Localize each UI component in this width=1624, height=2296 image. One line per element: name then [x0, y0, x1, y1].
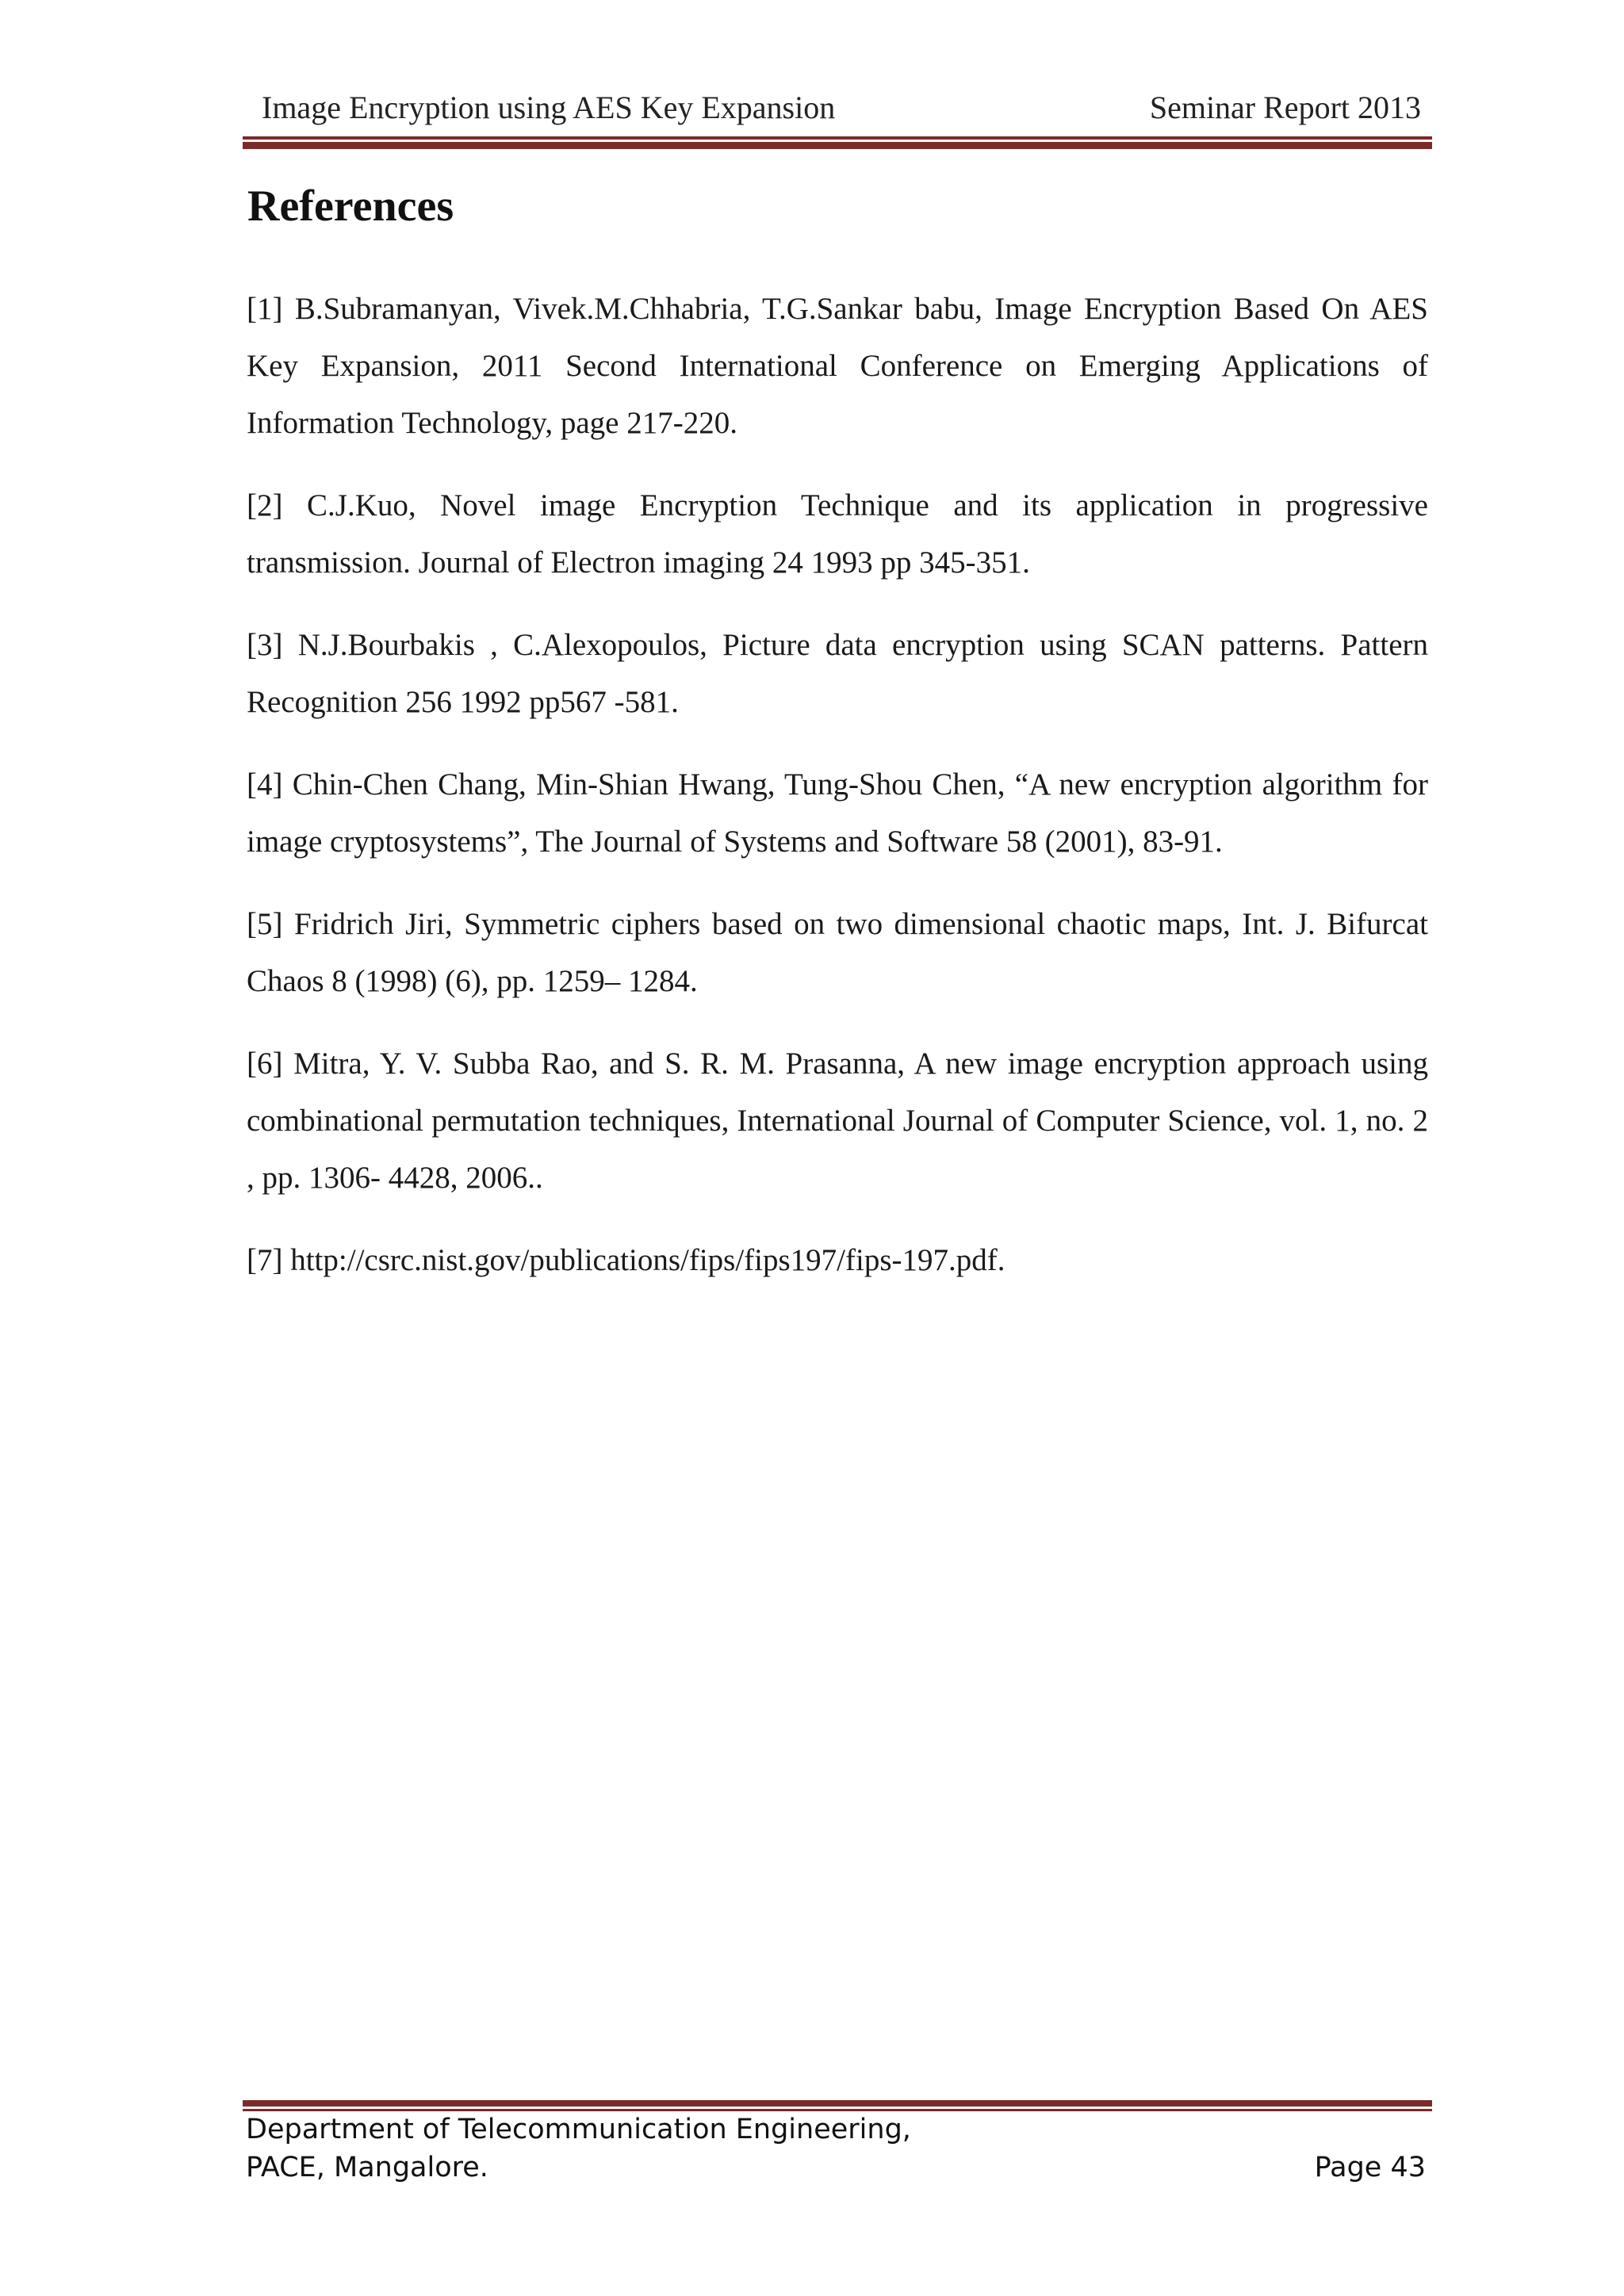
reference-item: [7] http://csrc.nist.gov/publications/fips/fips197/fips-197.pdf. — [247, 1243, 1005, 1277]
reference-item: [3] N.J.Bourbakis , C.Alexopoulos, Picture data encryption using SCAN patterns. Pattern Recognition 256 1992 pp567 -581. — [247, 628, 1428, 719]
reference-list — [247, 281, 1428, 1314]
running-header — [243, 89, 1432, 136]
footer-department: Department of Telecommunication Engineering, — [246, 2114, 911, 2145]
reference-item: [4] Chin-Chen Chang, Min-Shian Hwang, Tung-Shou Chen, “A new encryption algorithm for image cryptosystems”, The Journal of Systems and Software 58 (2001), 83-91. — [247, 767, 1428, 859]
footer-rule-thick — [243, 2100, 1432, 2107]
header-rule-thin — [243, 136, 1432, 140]
reference-item: [6] Mitra, Y. V. Subba Rao, and S. R. M. Prasanna, A new image encryption approach using combinational permutation techniques, International Journal of Computer Science, vol. 1, no. 2 , pp. 1306- 4428, 2006.. — [247, 1047, 1428, 1195]
header-title: Image Encryption using AES Key Expansion — [262, 90, 836, 125]
reference-item: [5] Fridrich Jiri, Symmetric ciphers based on two dimensional chaotic maps, Int. J. Bifurcat Chaos 8 (1998) (6), pp. 1259– 1284. — [247, 907, 1428, 998]
page-number: Page 43 — [1314, 2152, 1426, 2183]
running-footer — [246, 2110, 1431, 2187]
reference-item: [1] B.Subramanyan, Vivek.M.Chhabria, T.G.Sankar babu, Image Encryption Based On AES Key Expansion, 2011 Second International Conference on Emerging Applications of Information Technology, page 217-220. — [247, 292, 1428, 440]
header-rule-thick — [243, 142, 1432, 149]
reference-item: [2] C.J.Kuo, Novel image Encryption Technique and its application in progressive transmission. Journal of Electron imaging 24 1993 pp 345-351. — [247, 488, 1428, 580]
section-heading: References — [247, 182, 454, 231]
header-report-label: Seminar Report 2013 — [1149, 90, 1421, 125]
footer-place: PACE, Mangalore. — [246, 2152, 488, 2183]
